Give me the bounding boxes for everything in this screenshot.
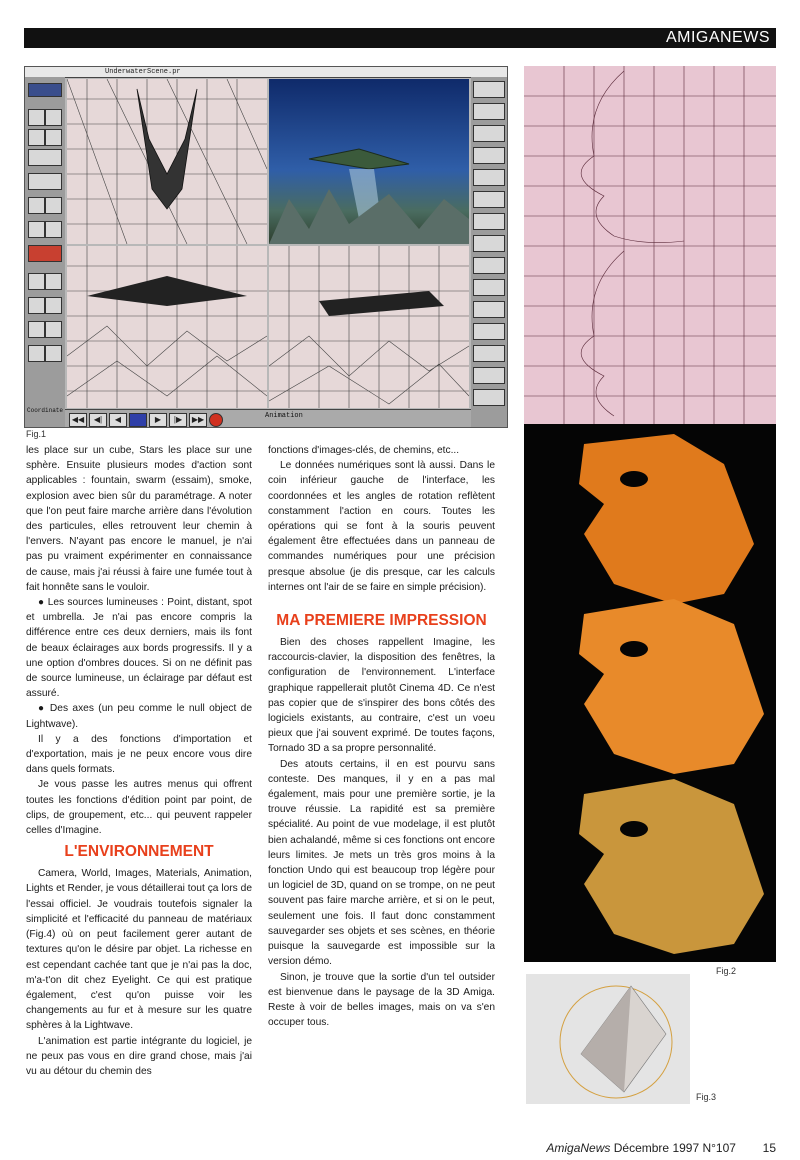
tool-icon — [473, 81, 505, 98]
tool-icon — [473, 125, 505, 142]
viewport-top — [67, 246, 267, 408]
animation-label: Animation — [265, 412, 303, 420]
tool-icon — [45, 109, 62, 126]
text-column-1 — [26, 443, 252, 1079]
footer-magazine: AmigaNews — [546, 1141, 611, 1155]
page-number: 15 — [762, 1141, 776, 1155]
animation-controls — [65, 409, 471, 428]
tool-icon — [45, 197, 62, 214]
tool-icon — [28, 345, 45, 362]
tool-icon — [28, 129, 45, 146]
eye-logo-icon — [28, 83, 62, 97]
tool-icon — [28, 149, 62, 166]
tool-icon — [473, 191, 505, 208]
bullet-item: ● Les sources lumineuses : Point, distant, spot et umbrella. Je n'ai pas encore compris la différence entre ces deux derniers, mais ils font de beaux éclairages aux bords progressifs. Il y a une option d'ombres douces. Si on ne définit pas de source lumineuse, un éclairage par défaut est assuré. — [26, 597, 252, 700]
stop-icon[interactable] — [129, 413, 147, 427]
figure-2-caption: Fig.2 — [716, 966, 737, 976]
play-icon[interactable]: ▶ — [149, 413, 167, 427]
tool-icon — [28, 273, 45, 290]
section-heading: L'ENVIRONNEMENT — [64, 843, 214, 861]
figure-1-caption: Fig.1 — [26, 429, 47, 439]
bullet-icon: ● — [38, 703, 50, 715]
figure-1-interface-screenshot — [24, 66, 508, 428]
page-footer — [546, 1141, 776, 1155]
paragraph: fonctions d'images-clés, de chemins, etc... — [268, 445, 460, 456]
left-toolbar — [25, 77, 65, 427]
step-forward-icon[interactable]: |▶ — [169, 413, 187, 427]
paragraph: Des atouts certains, il en est pourvu sans conteste. Des manques, il y en a pas mal également, mais pour une première sortie, je la trouve réussie. La rapidité est sa première spécialité. Au point de vue modelage, il est plutôt bien achalandé, même si ces fonctions ont encore leurs limites. Je mets un très gros moins à la fonction Undo qui est beaucoup trop légère pour un logiciel de 3D, quand on se trompe, on ne peut souvent pas faire marche arrière, et si on le peut, seulement une fois. Il faut donc constamment sauvegarder ses objets et ses scènes, en théorie puisque la sauvegarde est impossible sur la version démo. — [268, 758, 495, 968]
viewport-side — [269, 246, 469, 408]
text-column-2 — [268, 443, 495, 1030]
tool-icon — [473, 323, 505, 340]
tool-icon — [473, 301, 505, 318]
step-back-icon[interactable]: ◀| — [89, 413, 107, 427]
bullet-icon: ● — [38, 597, 48, 609]
viewport-front — [67, 79, 267, 244]
paragraph: Le données numériques sont là aussi. Dans le coin inférieur gauche de l'interface, les coordonnées et les angles de rotation reflètent constamment l'action en cours. Toutes les opérations qui se font à la souris peuvent également être effectuées dans un panneau de commandes numériques pour une précision presque absolue (je dis presque, car les calculs internes ont l'air de se faire en simple précision). — [268, 460, 495, 593]
tool-icon — [473, 279, 505, 296]
window-title: UnderwaterScene.pr — [105, 68, 181, 76]
tool-icon — [473, 257, 505, 274]
rewind-icon[interactable]: ◀◀ — [69, 413, 87, 427]
tool-icon — [45, 321, 62, 338]
section-heading: MA PREMIERE IMPRESSION — [276, 612, 487, 630]
tool-icon — [45, 221, 62, 238]
footer-issue: Décembre 1997 N°107 — [613, 1141, 736, 1155]
paragraph: Il y a des fonctions d'importation et d'exportation, mais je ne peux encore vous dire dans quels formats. — [26, 733, 252, 776]
tool-icon — [28, 173, 62, 190]
window-titlebar — [25, 67, 508, 78]
tool-icon — [473, 213, 505, 230]
record-icon[interactable] — [209, 413, 223, 427]
magazine-title: AMIGANEWS — [665, 29, 770, 46]
paragraph: Je vous passe les autres menus qui offrent toutes les fonctions d'édition point par point, de clips, de groupement, etc... qui peuvent rappeler celles d'Imagine. — [26, 779, 252, 837]
tool-icon — [28, 109, 45, 126]
tool-icon — [45, 345, 62, 362]
tool-icon — [28, 297, 45, 314]
tool-icon — [473, 367, 505, 384]
figure-3-octahedron — [526, 974, 690, 1104]
tool-icon — [28, 221, 45, 238]
header-bar — [24, 28, 776, 48]
bullet-item: ● Des axes (un peu comme le null object de Lightwave). — [26, 703, 252, 730]
tool-icon — [473, 389, 505, 406]
tool-icon — [473, 147, 505, 164]
paragraph: L'animation est partie intégrante du logiciel, je ne peux pas vous en dire grand chose, mais j'ai vu au détour du chemin des — [26, 1035, 252, 1077]
figure-2-wireframe-faces — [524, 66, 776, 424]
fast-forward-icon[interactable]: ▶▶ — [189, 413, 207, 427]
tool-icon — [473, 169, 505, 186]
viewport-render — [269, 79, 469, 244]
paragraph: Bien des choses rappellent Imagine, les raccourcis-clavier, la disposition des fenêtres, la configuration de l'environnement. L'interface graphique rappellerait plutôt Cinema 4D. Ce n'est pas copier que de s'inspirer des bons côtés des logiciels existants, au contraire, c'est un voeu pieux que j'ai souvent exprimé. De toutes façons, Tornado 3D a sa propre personnalité. — [268, 637, 495, 755]
paragraph: Camera, World, Images, Materials, Animation, Lights et Render, je vous détaillerai tout ça lors de l'essai officiel. Je voudrais toutefois signaler la simplicité et l'efficacité du panneau de matériaux (Fig.4) où on peut facilement gerer autant de textures qu'on le désire par objet. La richesse en est cependant cachée tant que je n'ai pas la doc, m'a-t'on dit chez Eyelight. Ce qui est pratique également, c'est qu'on puisse voir les changements au fur et à mesure sur les quatre sphères à la Lightwave. — [26, 868, 252, 1032]
tool-icon — [28, 197, 45, 214]
tool-icon — [28, 321, 45, 338]
tool-icon — [45, 129, 62, 146]
figure-2-rendered-masks — [524, 424, 776, 962]
tool-icon — [45, 297, 62, 314]
paragraph: les place sur un cube, Stars les place sur une sphère. Ensuite plusieurs modes d'action sont applicables : fountain, swarm (essaim), smoke, explosion avec bien sûr du paramétrage. A noter que l'on peut faire marche arrière dans l'évolution des particules, elles retrouvent leur chemin à l'envers. N'ayant pas encore le manuel, je n'ai pas pu vraiment expérimenter en connaissance de cause, mais j'ai réussi à faire une fumée tout à fait honnête sans le vouloir. — [26, 445, 252, 593]
right-toolbar — [471, 77, 507, 427]
tool-icon — [45, 273, 62, 290]
figure-3-caption: Fig.3 — [696, 1092, 717, 1102]
tool-icon — [473, 235, 505, 252]
play-back-icon[interactable]: ◀ — [109, 413, 127, 427]
tool-icon — [473, 103, 505, 120]
xyz-axis-icon — [28, 245, 62, 262]
paragraph: Sinon, je trouve que la sortie d'un tel outsider est bienvenue dans le paysage de la 3D Amiga. Reste à voir de belles images, mais on va s'en occuper tous. — [268, 971, 495, 1029]
coordinate-label: Coordinate — [27, 407, 64, 414]
tool-icon — [473, 345, 505, 362]
